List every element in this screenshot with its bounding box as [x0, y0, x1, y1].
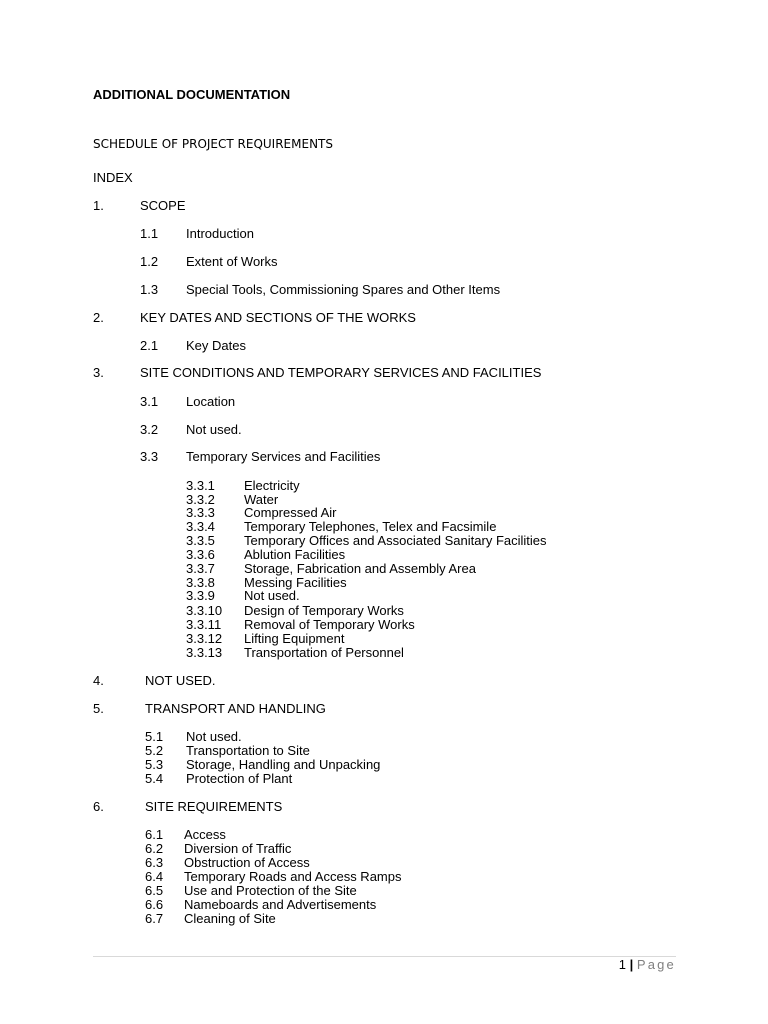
subitem-3-3-4-number: 3.3.4 — [186, 519, 215, 534]
section-5-number: 5. — [93, 701, 104, 716]
subitem-3-3-7-title: Storage, Fabrication and Assembly Area — [244, 561, 476, 576]
item-6-4-number: 6.4 — [145, 869, 164, 884]
subitem-3-3-9-title: Not used. — [244, 588, 300, 603]
subitem-3-3-1-number: 3.3.1 — [186, 478, 215, 493]
subitem-3-3-13-title: Transportation of Personnel — [244, 645, 404, 660]
item-6-5-title: Use and Protection of the Site — [184, 883, 357, 898]
item-5-2-number: 5.2 — [145, 743, 164, 758]
subitem-3-3-11-number: 3.3.11 — [186, 617, 222, 632]
item-6-6-number: 6.6 — [145, 897, 164, 912]
item-6-5-number: 6.5 — [145, 883, 164, 898]
subitem-3-3-2-number: 3.3.2 — [186, 492, 215, 507]
item-5-2-title: Transportation to Site — [186, 743, 310, 758]
item-6-1-title: Access — [184, 827, 226, 842]
item-1-3-title: Special Tools, Commissioning Spares and Other Items — [186, 282, 501, 297]
item-6-3-number: 6.3 — [145, 855, 164, 870]
page-word: Page — [636, 957, 676, 972]
item-1-3-number: 1.3 — [140, 282, 159, 297]
document-heading: ADDITIONAL DOCUMENTATION — [93, 87, 291, 102]
section-4-number: 4. — [93, 673, 104, 688]
subitem-3-3-4-title: Temporary Telephones, Telex and Facsimile — [244, 519, 497, 534]
item-3-1-number: 3.1 — [140, 394, 159, 409]
footer-divider — [93, 956, 676, 957]
item-5-4-title: Protection of Plant — [186, 771, 293, 786]
page-number: 1 — [618, 957, 626, 972]
subitem-3-3-12-number: 3.3.12 — [186, 631, 223, 646]
page-separator: | — [629, 957, 634, 972]
item-3-1-title: Location — [186, 394, 236, 409]
subitem-3-3-3-number: 3.3.3 — [186, 505, 215, 520]
subitem-3-3-6-title: Ablution Facilities — [244, 547, 346, 562]
section-1-title: SCOPE — [140, 198, 186, 213]
section-1-number: 1. — [93, 198, 104, 213]
item-1-2-title: Extent of Works — [186, 254, 278, 269]
subitem-3-3-11-title: Removal of Temporary Works — [244, 617, 415, 632]
subitem-3-3-5-title: Temporary Offices and Associated Sanitary Facilities — [244, 533, 547, 548]
section-2-title: KEY DATES AND SECTIONS OF THE WORKS — [140, 310, 416, 325]
item-2-1-number: 2.1 — [140, 338, 159, 353]
item-1-1-title: Introduction — [186, 226, 254, 241]
section-5-title: TRANSPORT AND HANDLING — [145, 701, 326, 716]
item-3-3-number: 3.3 — [140, 449, 159, 464]
page-footer — [619, 957, 676, 972]
item-1-1-number: 1.1 — [140, 226, 159, 241]
subitem-3-3-5-number: 3.3.5 — [186, 533, 215, 548]
subitem-3-3-10-title: Design of Temporary Works — [244, 603, 404, 618]
section-6-title: SITE REQUIREMENTS — [145, 799, 283, 814]
item-6-4-title: Temporary Roads and Access Ramps — [184, 869, 402, 884]
item-5-3-number: 5.3 — [145, 757, 164, 772]
item-3-2-number: 3.2 — [140, 422, 159, 437]
subitem-3-3-3-title: Compressed Air — [244, 505, 337, 520]
item-6-6-title: Nameboards and Advertisements — [184, 897, 377, 912]
section-3-title: SITE CONDITIONS AND TEMPORARY SERVICES AND FACILITIES — [140, 365, 542, 380]
item-6-7-number: 6.7 — [145, 911, 164, 926]
subitem-3-3-8-title: Messing Facilities — [244, 575, 347, 590]
item-5-1-title: Not used. — [186, 729, 242, 744]
subitem-3-3-13-number: 3.3.13 — [186, 645, 223, 660]
index-label: INDEX — [93, 170, 133, 185]
section-2-number: 2. — [93, 310, 104, 325]
item-6-7-title: Cleaning of Site — [184, 911, 276, 926]
document-subheading: SCHEDULE OF PROJECT REQUIREMENTS — [93, 137, 333, 151]
section-4-title: NOT USED. — [145, 673, 216, 688]
item-6-2-title: Diversion of Traffic — [184, 841, 292, 856]
item-5-4-number: 5.4 — [145, 771, 164, 786]
item-1-2-number: 1.2 — [140, 254, 159, 269]
item-3-3-title: Temporary Services and Facilities — [186, 449, 381, 464]
subitem-3-3-9-number: 3.3.9 — [186, 588, 215, 603]
item-5-1-number: 5.1 — [145, 729, 164, 744]
item-3-2-title: Not used. — [186, 422, 242, 437]
subitem-3-3-6-number: 3.3.6 — [186, 547, 215, 562]
subitem-3-3-1-title: Electricity — [244, 478, 300, 493]
section-3-number: 3. — [93, 365, 104, 380]
subitem-3-3-12-title: Lifting Equipment — [244, 631, 345, 646]
subitem-3-3-10-number: 3.3.10 — [186, 603, 223, 618]
item-6-1-number: 6.1 — [145, 827, 164, 842]
subitem-3-3-8-number: 3.3.8 — [186, 575, 215, 590]
item-6-3-title: Obstruction of Access — [184, 855, 310, 870]
section-6-number: 6. — [93, 799, 104, 814]
subitem-3-3-2-title: Water — [244, 492, 279, 507]
subitem-3-3-7-number: 3.3.7 — [186, 561, 215, 576]
item-6-2-number: 6.2 — [145, 841, 164, 856]
item-5-3-title: Storage, Handling and Unpacking — [186, 757, 381, 772]
item-2-1-title: Key Dates — [186, 338, 246, 353]
